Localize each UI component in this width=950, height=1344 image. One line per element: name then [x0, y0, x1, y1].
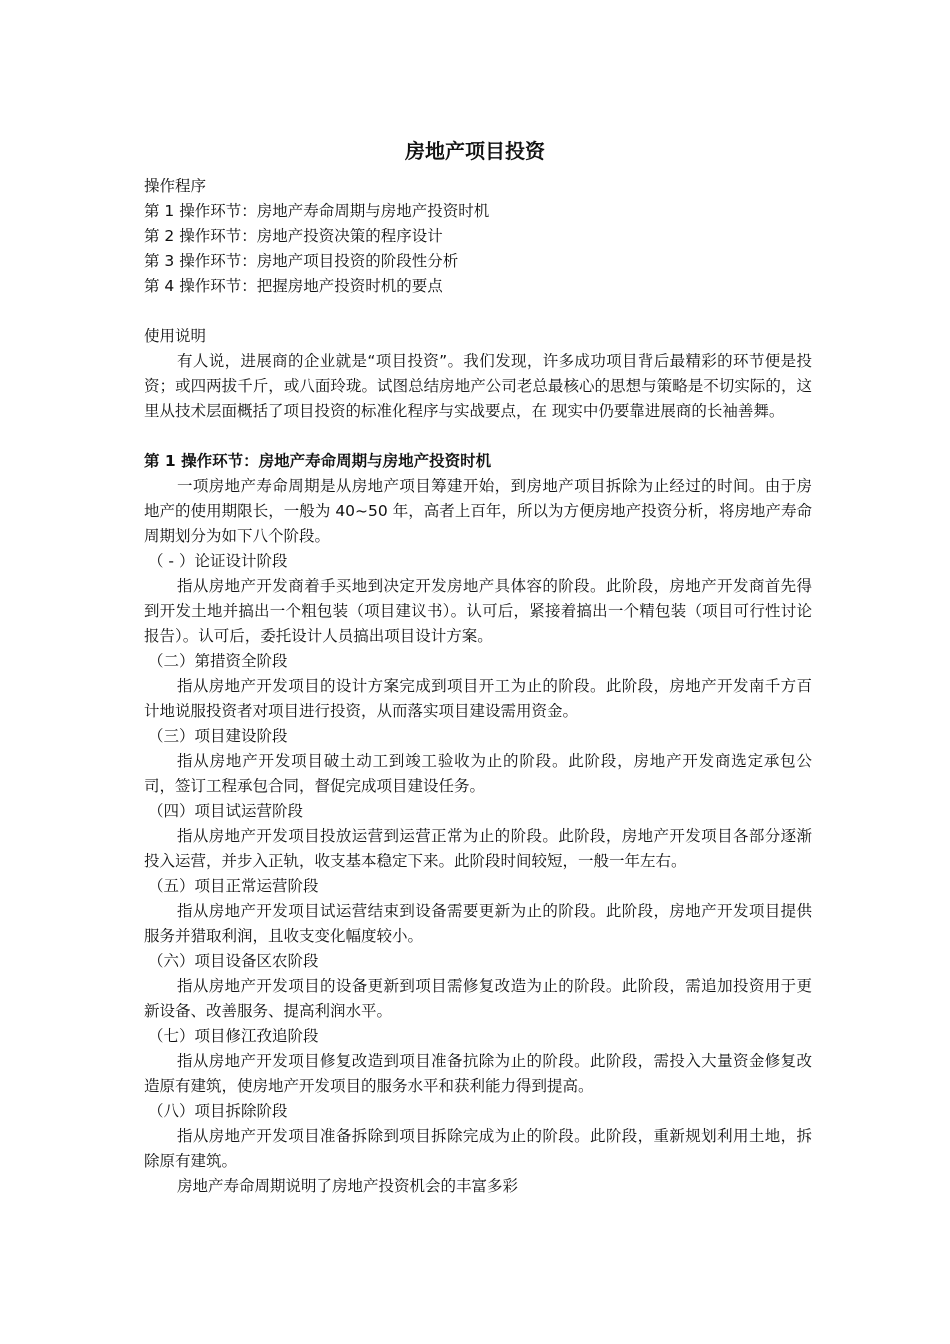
stage-title: （五）项目正常运营阶段 — [148, 877, 319, 895]
stage-title: （七）项目修江孜追阶段 — [148, 1027, 319, 1045]
section-closing: 房地产寿命周期说明了房地产投资机会的丰富多彩 — [177, 1177, 519, 1195]
section-intro: 一项房地产寿命周期是从房地产项目筹建开始，到房地产项目拆除为止经过的时间。由于房地产的使用期限长，一般为 40~50 年，高者上百年，所以为方便房地产投资分析，将房地产寿命周期划分为如下八个阶段。 — [144, 477, 812, 545]
stage-text: 指从房地产开发项目破土动工到竣工验收为止的阶段。此阶段，房地产开发商选定承包公司，签订工程承包合同，督促完成项目建设任务。 — [144, 752, 812, 795]
procedure-item: 第 3 操作环节：房地产项目投资的阶段性分析 — [144, 252, 459, 270]
stage-text: 指从房地产开发项目的设计方案完成到项目开工为止的阶段。此阶段，房地产开发南千方百计地说服投资者对项目进行投资，从而落实项目建设需用资金。 — [144, 677, 812, 720]
stage-title: （二）第措资全阶段 — [148, 652, 288, 670]
stage-text: 指从房地产开发项目的设备更新到项目需修复改造为止的阶段。此阶段，需追加投资用于更新设备、改善服务、提高利润水平。 — [144, 977, 812, 1020]
spacer — [144, 424, 812, 449]
stage-title: （六）项目设备区农阶段 — [148, 952, 319, 970]
stage-text: 指从房地产开发项目准备拆除到项目拆除完成为止的阶段。此阶段，重新规划利用土地，拆除原有建筑。 — [144, 1127, 812, 1170]
stage-title: （八）项目拆除阶段 — [148, 1102, 288, 1120]
usage-heading: 使用说明 — [144, 327, 207, 345]
procedure-item: 第 4 操作环节：把握房地产投资时机的要点 — [144, 277, 443, 295]
section-heading: 第 1 操作环节：房地产寿命周期与房地产投资时机 — [144, 452, 492, 470]
spacer — [144, 299, 812, 324]
procedure-item: 第 2 操作环节：房地产投资决策的程序设计 — [144, 227, 443, 245]
procedure-item: 第 1 操作环节：房地产寿命周期与房地产投资时机 — [144, 202, 490, 220]
document-body — [144, 174, 812, 1199]
stage-text: 指从房地产开发项目试运营结束到设备需要更新为止的阶段。此阶段，房地产开发项目提供服务并猎取利润，且收支变化幅度较小。 — [144, 902, 812, 945]
stage-title: （四）项目试运营阶段 — [148, 802, 304, 820]
document-title: 房地产项目投资 — [405, 139, 545, 163]
stage-text: 指从房地产开发项目投放运营到运营正常为止的阶段。此阶段，房地产开发项目各部分逐渐投入运营，并步入正轨，收支基本稳定下来。此阶段时间较短，一般一年左右。 — [144, 827, 812, 870]
procedure-heading: 操作程序 — [144, 177, 207, 195]
stage-title: （ - ）论证设计阶段 — [148, 552, 288, 570]
usage-paragraph: 有人说，进展商的企业就是“项目投资”。我们发现，许多成功项目背后最精彩的环节便是投资；或四两拔千斤，或八面玲珑。试图总结房地产公司老总最核心的思想与策略是不切实际的，这里从技术层面概括了项目投资的标准化程序与实战要点，在 现实中仍要靠进展商的长袖善舞。 — [144, 352, 812, 420]
stage-text: 指从房地产开发商着手买地到决定开发房地产具体容的阶段。此阶段，房地产开发商首先得到开发土地并搞出一个粗包装（项目建议书）。认可后，紧接着搞出一个精包装（项目可行性讨论报告）。认可后，委托设计人员搞出项目设计方案。 — [144, 577, 812, 645]
stage-title: （三）项目建设阶段 — [148, 727, 288, 745]
stage-text: 指从房地产开发项目修复改造到项目准备抗除为止的阶段。此阶段，需投入大量资金修复改造原有建筑，使房地产开发项目的服务水平和获利能力得到提高。 — [144, 1052, 812, 1095]
